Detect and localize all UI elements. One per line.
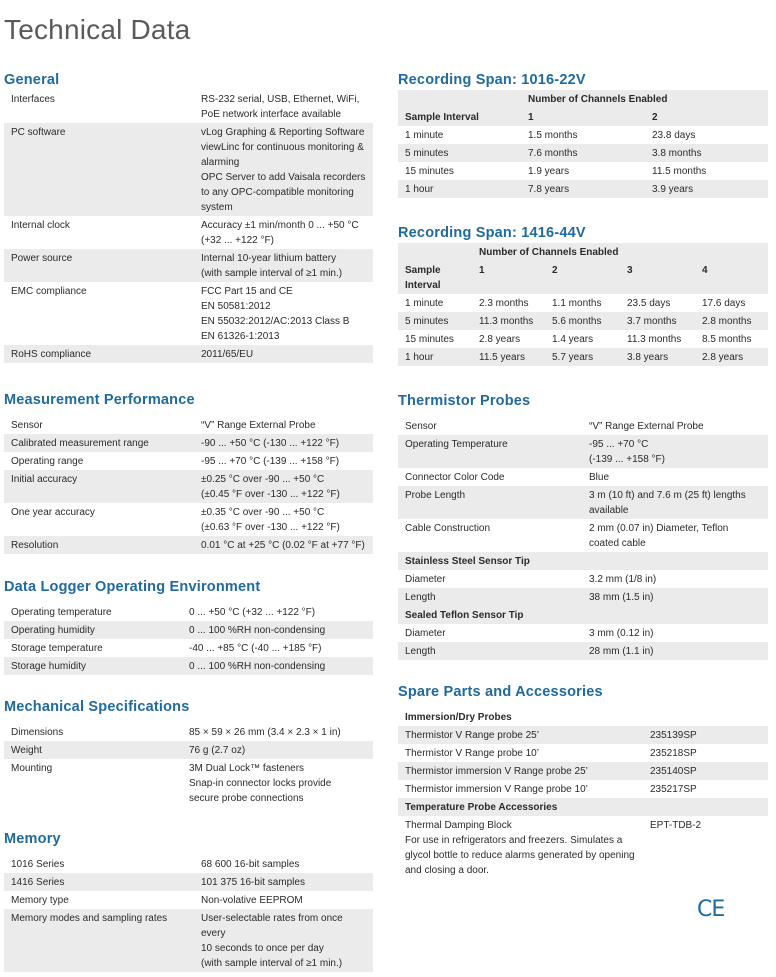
table-cell: 5.6 months [545, 312, 620, 330]
spec-value: 3.2 mm (1/8 in) [589, 573, 657, 585]
table-row [4, 759, 373, 807]
spec-value: 2011/65/EU [194, 345, 373, 363]
section-heading: Measurement Performance [4, 392, 195, 408]
table-row [4, 503, 373, 536]
column-header: 2 [545, 261, 620, 294]
table-row [4, 891, 373, 909]
spec-table-mechanical [4, 723, 373, 807]
spec-value: ±0.35 °C over -90 ... +50 °C (±0.63 °F over -130 ... +122 °F) [201, 506, 340, 533]
spec-label: Interfaces [11, 93, 55, 105]
spec-label: Sensor [405, 420, 437, 432]
spec-label: Storage humidity [4, 657, 182, 675]
table-cell: 17.6 days [702, 297, 746, 309]
table-cell: 11.3 months [472, 312, 545, 330]
spec-table-general [4, 90, 373, 363]
table-row [398, 762, 768, 780]
group-label: Number of Channels Enabled [472, 243, 768, 261]
table-row [4, 621, 373, 639]
spec-table-measurement [4, 416, 373, 554]
part-number: 235218SP [650, 747, 697, 759]
spec-value: 76 g (2.7 oz) [182, 741, 373, 759]
table-row [398, 90, 768, 108]
subheading-row [398, 606, 768, 624]
section-mechanical [4, 697, 373, 807]
spec-label: Power source [4, 249, 194, 282]
spec-value: 3 m (10 ft) and 7.6 m (25 ft) lengths available [582, 486, 768, 519]
spec-value: -40 ... +85 °C (-40 ... +185 °F) [189, 642, 322, 654]
table-row [4, 741, 373, 759]
spec-label: 1016 Series [11, 858, 65, 870]
table-row [398, 294, 768, 312]
table-cell: 3.9 years [645, 180, 768, 198]
table-row [398, 330, 768, 348]
table-row [4, 873, 373, 891]
spec-table-spare-parts [398, 708, 768, 879]
subheading: Sealed Teflon Sensor Tip [398, 606, 768, 624]
table-cell: 8.5 months [702, 333, 752, 345]
spec-label: Memory modes and sampling rates [4, 909, 194, 972]
table-cell: 5 minutes [398, 144, 521, 162]
column-header: 4 [695, 261, 768, 294]
spec-label: Length [398, 642, 582, 660]
section-environment [4, 577, 373, 675]
table-row [398, 726, 768, 744]
spec-label: RoHS compliance [4, 345, 194, 363]
spec-value: -95 ... +70 °C (-139 ... +158 °F) [201, 455, 340, 467]
spec-value: FCC Part 15 and CE EN 50581:2012 EN 55032:2012/AC:2013 Class B EN 61326-1:2013 [201, 285, 350, 342]
table-row [398, 126, 768, 144]
table-row [4, 416, 373, 434]
table-cell: 23.8 days [652, 129, 696, 141]
column-header: 3 [620, 261, 695, 294]
table-cell: 7.6 months [521, 144, 645, 162]
table-row [398, 780, 768, 798]
table-cell: 1 hour [398, 180, 521, 198]
spec-value: Non-volative EEPROM [201, 894, 303, 906]
subheading: Stainless Steel Sensor Tip [398, 552, 768, 570]
table-row [4, 434, 373, 452]
spec-label: Diameter [405, 573, 446, 585]
section-span-1416 [398, 223, 768, 366]
table-cell: 11.3 months [627, 333, 682, 345]
table-cell: 3.8 months [645, 144, 768, 162]
section-measurement [4, 390, 373, 554]
spec-label: PC software [4, 123, 194, 216]
spec-value: User-selectable rates from once every 10 seconds to once per day (with sample interval of ≥1 min.) [194, 909, 373, 972]
spec-value: 3M Dual Lock™ fasteners Snap-in connector locks provide secure probe connections [189, 762, 332, 804]
spec-label: Operating range [11, 455, 84, 467]
spec-value: ±0.25 °C over -90 ... +50 °C (±0.45 °F over -130 ... +122 °F) [194, 470, 373, 503]
table-cell: 23.5 days [627, 297, 671, 309]
table-row [398, 744, 768, 762]
table-row [398, 243, 768, 261]
table-cell: 5.7 years [545, 348, 620, 366]
table-cell: 2.8 years [479, 333, 521, 345]
section-span-1016 [398, 70, 768, 198]
spec-value: 0 ... 100 %RH non-condensing [182, 621, 373, 639]
spec-label: Calibrated measurement range [4, 434, 194, 452]
section-heading: General [4, 72, 60, 88]
column-header: 1 [472, 261, 545, 294]
subheading: Immersion/Dry Probes [405, 711, 512, 723]
table-row [398, 519, 768, 552]
spec-label: Operating Temperature [398, 435, 582, 468]
spec-label: Resolution [4, 536, 194, 554]
table-row [398, 417, 768, 435]
ce-mark-icon: CE [697, 897, 725, 922]
spec-label: 1416 Series [4, 873, 194, 891]
spec-label: Mounting [11, 762, 53, 774]
part-number: 235140SP [643, 762, 768, 780]
table-row [398, 180, 768, 198]
spec-value: vLog Graphing & Reporting Software viewLinc for continuous monitoring & alarming OPC Server to add Vaisala recorders to any OPC-compatible monitoring system [194, 123, 373, 216]
subheading-row [398, 552, 768, 570]
table-cell: 1.1 months [552, 297, 602, 309]
spec-label: Operating humidity [4, 621, 182, 639]
table-header-row [398, 261, 768, 294]
spec-value: Blue [589, 471, 610, 483]
spec-label: Storage temperature [11, 642, 103, 654]
table-row [4, 855, 373, 873]
table-cell: 7.8 years [521, 180, 645, 198]
subheading-row [398, 708, 768, 726]
table-cell: 1.4 years [552, 333, 594, 345]
spec-value: “V” Range External Probe [201, 419, 316, 431]
part-number: EPT-TDB-2 [650, 819, 702, 831]
part-name: Thermistor immersion V Range probe 25’ [398, 762, 643, 780]
spec-value: 101 375 16-bit samples [194, 873, 373, 891]
page-title: Technical Data [4, 14, 191, 45]
spec-label: One year accuracy [11, 506, 95, 518]
table-row [398, 642, 768, 660]
spec-label: Initial accuracy [4, 470, 194, 503]
table-cell: 1.9 years [528, 165, 570, 177]
section-heading: Spare Parts and Accessories [398, 684, 603, 700]
table-cell: 15 minutes [405, 333, 454, 345]
section-memory [4, 829, 373, 972]
table-row [4, 603, 373, 621]
part-name: Thermistor V Range probe 10’ [405, 747, 539, 759]
table-cell: 2.8 years [695, 348, 768, 366]
spec-value: Accuracy ±1 min/month 0 ... +50 °C (+32 ... +122 °F) [201, 219, 359, 246]
spec-label: Sensor [11, 419, 43, 431]
spec-value: 0.01 °C at +25 °C (0.02 °F at +77 °F) [194, 536, 373, 554]
table-row [398, 816, 768, 879]
spec-value: 2 mm (0.07 in) Diameter, Teflon coated cable [589, 522, 729, 549]
table-cell: 5 minutes [398, 312, 472, 330]
table-cell: 1 minute [405, 297, 444, 309]
table-row [398, 144, 768, 162]
recording-span-table-1416 [398, 243, 768, 366]
spec-label: Operating temperature [11, 606, 112, 618]
table-row [4, 282, 373, 345]
spec-value: “V” Range External Probe [589, 420, 704, 432]
table-cell: 1 hour [398, 348, 472, 366]
table-row [4, 452, 373, 470]
table-row [4, 90, 373, 123]
spec-value: 0 ... 100 %RH non-condensing [182, 657, 373, 675]
table-cell: 2.3 months [479, 297, 529, 309]
table-row [4, 639, 373, 657]
section-heading: Recording Span: 1416-44V [398, 225, 586, 241]
section-thermistor [398, 391, 768, 660]
table-header-row [398, 108, 768, 126]
spec-value: 85 × 59 × 26 mm (3.4 × 2.3 × 1 in) [189, 726, 341, 738]
group-label: Number of Channels Enabled [521, 90, 768, 108]
table-cell: 1 minute [405, 129, 444, 141]
table-row [398, 588, 768, 606]
spec-label: EMC compliance [11, 285, 87, 297]
part-number: 235217SP [650, 783, 697, 795]
spec-value: -95 ... +70 °C (-139 ... +158 °F) [582, 435, 768, 468]
section-spare-parts [398, 682, 768, 879]
table-row [4, 249, 373, 282]
table-row [398, 570, 768, 588]
table-row [398, 624, 768, 642]
table-row [4, 345, 373, 363]
section-heading: Memory [4, 831, 61, 847]
spec-value: 3 mm (0.12 in) [589, 627, 654, 639]
table-row [398, 348, 768, 366]
spec-label: Length [398, 588, 582, 606]
section-general [4, 70, 373, 363]
table-row [4, 470, 373, 503]
part-name: Thermistor immersion V Range probe 10’ [405, 783, 588, 795]
table-row [398, 162, 768, 180]
table-cell: 3.7 months [620, 312, 695, 330]
table-row [398, 468, 768, 486]
table-row [4, 909, 373, 972]
table-row [4, 723, 373, 741]
table-row [4, 216, 373, 249]
table-cell: 3.8 years [620, 348, 695, 366]
part-number: 235139SP [643, 726, 768, 744]
table-row [398, 435, 768, 468]
spec-table-environment [4, 603, 373, 675]
spec-label: Probe Length [398, 486, 582, 519]
table-row [4, 657, 373, 675]
section-heading: Data Logger Operating Environment [4, 579, 261, 595]
column-header: 1 [521, 108, 645, 126]
spec-label: Cable Construction [405, 522, 491, 534]
spec-value: 38 mm (1.5 in) [582, 588, 768, 606]
part-name: Thermistor V Range probe 25’ [398, 726, 643, 744]
recording-span-table-1016 [398, 90, 768, 198]
spec-label: Diameter [405, 627, 446, 639]
spec-table-memory [4, 855, 373, 972]
spec-value: 28 mm (1.1 in) [582, 642, 768, 660]
table-cell: 11.5 months [652, 165, 707, 177]
column-header: Sample Interval [398, 108, 521, 126]
table-row [398, 312, 768, 330]
spec-label: Connector Color Code [405, 471, 505, 483]
spec-label: Weight [4, 741, 182, 759]
part-name: Thermal Damping Block For use in refrigerators and freezers. Simulates a glycol bottle to reduce alarms generated by opening and closing a door. [405, 819, 635, 876]
spec-label: Memory type [11, 894, 69, 906]
table-row [4, 123, 373, 216]
table-cell: 2.8 months [695, 312, 768, 330]
section-heading: Mechanical Specifications [4, 699, 190, 715]
spec-value: RS-232 serial, USB, Ethernet, WiFi, PoE network interface available [201, 93, 360, 120]
table-row [398, 486, 768, 519]
table-cell: 1.5 months [528, 129, 578, 141]
section-heading: Recording Span: 1016-22V [398, 72, 586, 88]
column-header: 2 [645, 108, 768, 126]
column-header: Sample Interval [398, 261, 472, 294]
table-cell: 15 minutes [405, 165, 454, 177]
subheading: Temperature Probe Accessories [398, 798, 768, 816]
spec-table-thermistor [398, 417, 768, 660]
spec-value: -90 ... +50 °C (-130 ... +122 °F) [194, 434, 373, 452]
spec-value: 68 600 16-bit samples [201, 858, 300, 870]
spec-label: Dimensions [11, 726, 64, 738]
spec-label: Internal clock [11, 219, 70, 231]
table-cell: 11.5 years [472, 348, 545, 366]
subheading-row [398, 798, 768, 816]
table-row [4, 536, 373, 554]
spec-value: Internal 10-year lithium battery (with sample interval of ≥1 min.) [194, 249, 373, 282]
section-heading: Thermistor Probes [398, 393, 531, 409]
spec-value: 0 ... +50 °C (+32 ... +122 °F) [189, 606, 316, 618]
